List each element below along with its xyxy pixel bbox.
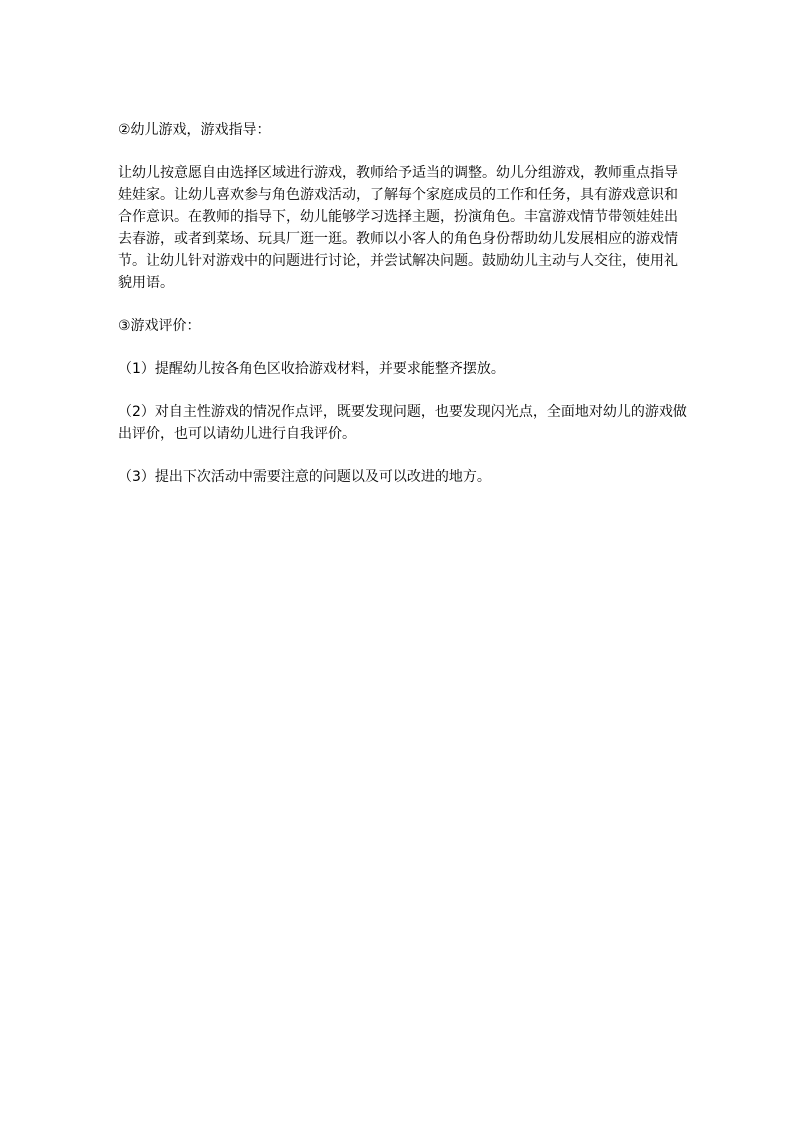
section-2-body: 让幼儿按意愿自由选择区域进行游戏，教师给予适当的调整。幼儿分组游戏，教师重点指导娃娃家。让幼儿喜欢参与角色游戏活动，了解每个家庭成员的工作和任务，具有游戏意识和合作意识。在教师的指导下，幼儿能够学习选择主题，扮演角色。丰富游戏情节带领娃娃出去春游，或者到菜场、玩具厂逛一逛。教师以小客人的角色身份帮助幼儿发展相应的游戏情节。让幼儿针对游戏中的问题进行讨论，并尝试解决问题。鼓励幼儿主动与人交往，使用礼貌用语。	[118, 165, 678, 291]
evaluation-item-2: （2）对自主性游戏的情况作点评，既要发现问题，也要发现闪光点，全面地对幼儿的游戏做出评价，也可以请幼儿进行自我评价。	[118, 404, 687, 442]
evaluation-item-1: （1）提醒幼儿按各角色区收拾游戏材料，并要求能整齐摆放。	[118, 361, 505, 377]
section-3-heading: ③游戏评价：	[118, 318, 201, 334]
evaluation-item-3: （3）提出下次活动中需要注意的问题以及可以改进的地方。	[118, 469, 491, 485]
section-2-heading: ②幼儿游戏，游戏指导：	[118, 122, 271, 138]
document-content	[118, 119, 688, 488]
